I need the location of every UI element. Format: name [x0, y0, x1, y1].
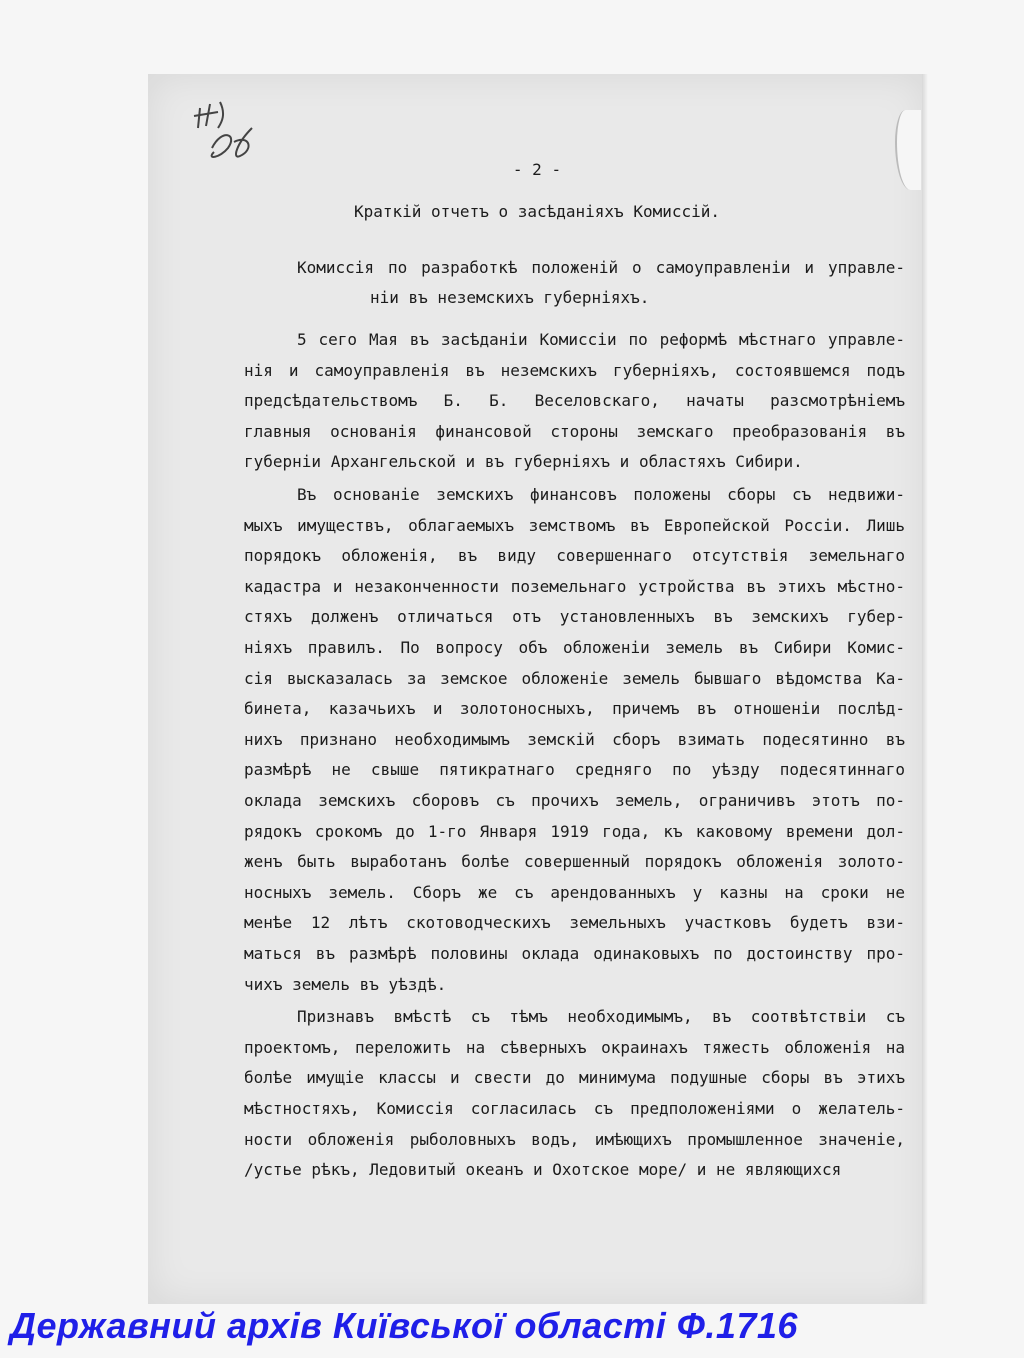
- paragraph-line: нія и самоуправленія въ неземскихъ губерніяхъ, состоявшемся подъ: [244, 360, 905, 380]
- paragraph-line: бинета, казачьихъ и золотоносныхъ, причемъ въ отношеніи послѣд-: [244, 699, 905, 719]
- paragraph-line: губерніи Архангельской и въ губерніяхъ и областяхъ Сибири.: [244, 452, 803, 472]
- paragraph-line: оклада земскихъ сборовъ съ прочихъ земель, ограничивъ этотъ по-: [244, 791, 905, 810]
- paragraph-line: порядокъ обложенія, въ виду совершеннаго отсутствія земельнаго: [244, 546, 905, 566]
- paragraph-line: носныхъ земель. Сборъ же съ арендованныхъ у казны на сроки не: [244, 882, 905, 902]
- paragraph-line: проектомъ, переложить на сѣверныхъ окраинахъ тяжесть обложенія на: [244, 1037, 905, 1057]
- archive-caption: Державний архів Київської області Ф.1716: [10, 1305, 798, 1346]
- paragraph-line: стяхъ долженъ отличаться отъ установленныхъ въ земскихъ губер-: [244, 607, 905, 627]
- paragraph-line: мыхъ имуществъ, облагаемыхъ земствомъ въ Европейской Россіи. Лишь: [244, 515, 905, 535]
- section-heading: ніи въ неземскихъ губерніяхъ.: [370, 288, 650, 307]
- handwritten-archive-number: [192, 98, 262, 168]
- paragraph-line: размѣрѣ не свыше пятикратнаго средняго по уѣзду подесятиннаго: [244, 760, 905, 780]
- paragraph-line: Признавъ вмѣстѣ съ тѣмъ необходимымъ, въ соотвѣтствіи съ: [297, 1007, 905, 1027]
- section-heading: Комиссія по разработкѣ положеній о самоуправленіи и управле-: [297, 258, 905, 277]
- paragraph-line: нихъ признано необходимымъ земскій сборъ взимать подесятинно въ: [244, 729, 905, 749]
- paragraph-line: женъ быть выработанъ болѣе совершенный порядокъ обложенія золото-: [244, 852, 905, 872]
- paragraph-line: предсѣдательствомъ Б. Б. Веселовскаго, начаты разсмотрѣніемъ: [244, 391, 905, 411]
- paragraph-line: главныя основанія финансовой стороны земскаго преобразованія въ: [244, 421, 905, 441]
- paragraph-line: /устье рѣкъ, Ледовитый океанъ и Охотское море/ и не являющихся: [244, 1160, 842, 1180]
- page-number: - 2 -: [512, 160, 562, 179]
- document-title: Краткій отчетъ о засѣданіяхъ Комиссій.: [353, 202, 721, 221]
- paragraph-line: сія высказалась за земское обложеніе земель бывшаго вѣдомства Ка-: [244, 668, 905, 688]
- paragraph-line: ніяхъ правилъ. По вопросу объ обложеніи земель въ Сибири Комис-: [244, 638, 905, 657]
- paragraph-line: маться въ размѣрѣ половины оклада одинаковыхъ по достоинству про-: [244, 944, 905, 963]
- paragraph-line: болѣе имущіе классы и свести до минимума подушные сборы въ этихъ: [244, 1068, 905, 1088]
- paragraph-line: 5 сего Мая въ засѣданіи Комиссіи по реформѣ мѣстнаго управле-: [297, 330, 905, 349]
- paragraph-line: рядокъ срокомъ до 1-го Января 1919 года, къ каковому времени дол-: [244, 821, 905, 841]
- paragraph-line: Въ основаніе земскихъ финансовъ положены сборы съ недвижи-: [297, 485, 905, 504]
- paragraph-line: мѣстностяхъ, Комиссія согласилась съ предположеніями о желатель-: [244, 1099, 905, 1118]
- paragraph-line: кадастра и незаконченности поземельнаго устройства въ этихъ мѣстно-: [244, 576, 905, 596]
- paragraph-line: ности обложенія рыболовныхъ водъ, имѣющихъ промышленное значеніе,: [244, 1129, 905, 1149]
- paragraph-line: менѣе 12 лѣтъ скотоводческихъ земельныхъ участковъ будетъ взи-: [244, 913, 905, 933]
- paragraph-line: чихъ земель въ уѣздѣ.: [244, 974, 447, 994]
